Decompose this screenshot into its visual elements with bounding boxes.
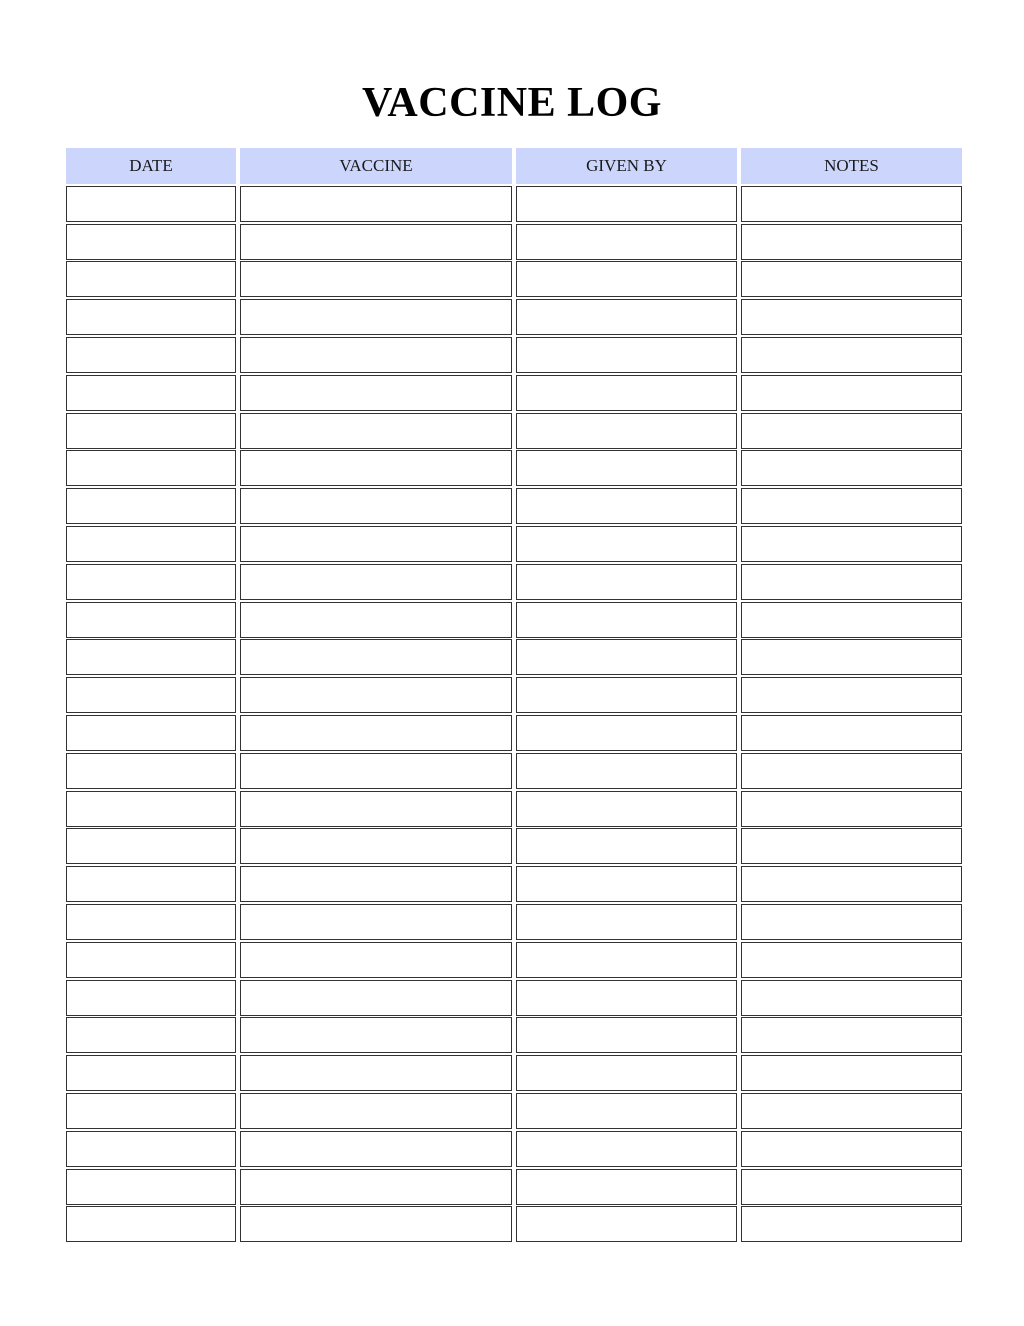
cell-notes[interactable] [741,1017,962,1053]
cell-date[interactable] [66,904,236,940]
table-row [66,639,962,675]
table-row [66,677,962,713]
table-header-row [66,148,962,184]
cell-notes[interactable] [741,1093,962,1129]
cell-notes[interactable] [741,904,962,940]
cell-given-by[interactable] [516,602,737,638]
cell-given-by[interactable] [516,639,737,675]
cell-date[interactable] [66,413,236,449]
table-row [66,1206,962,1242]
table-body [66,186,962,1243]
cell-given-by[interactable] [516,904,737,940]
cell-vaccine[interactable] [240,639,512,675]
cell-vaccine[interactable] [240,1131,512,1167]
cell-vaccine[interactable] [240,942,512,978]
cell-notes[interactable] [741,753,962,789]
table-row [66,942,962,978]
cell-given-by[interactable] [516,980,737,1016]
cell-given-by[interactable] [516,375,737,411]
cell-given-by[interactable] [516,413,737,449]
table-row [66,261,962,297]
cell-date[interactable] [66,299,236,335]
cell-vaccine[interactable] [240,224,512,260]
cell-given-by[interactable] [516,488,737,524]
table-row [66,866,962,902]
cell-notes[interactable] [741,564,962,600]
table-row [66,1131,962,1167]
cell-vaccine[interactable] [240,791,512,827]
cell-vaccine[interactable] [240,375,512,411]
cell-given-by[interactable] [516,261,737,297]
cell-vaccine[interactable] [240,450,512,486]
table-row [66,791,962,827]
table-row [66,564,962,600]
table-row [66,224,962,260]
cell-given-by[interactable] [516,224,737,260]
cell-notes[interactable] [741,866,962,902]
cell-notes[interactable] [741,602,962,638]
table-row [66,1017,962,1053]
table-row [66,1055,962,1091]
cell-date[interactable] [66,715,236,751]
cell-notes[interactable] [741,299,962,335]
vaccine-log-table [66,148,962,1242]
cell-date[interactable] [66,942,236,978]
cell-date[interactable] [66,1017,236,1053]
cell-notes[interactable] [741,639,962,675]
cell-given-by[interactable] [516,1055,737,1091]
table-row [66,1093,962,1129]
column-header-notes: NOTES [741,148,962,184]
cell-notes[interactable] [741,677,962,713]
cell-date[interactable] [66,866,236,902]
table-row [66,450,962,486]
cell-notes[interactable] [741,791,962,827]
cell-vaccine[interactable] [240,337,512,373]
cell-vaccine[interactable] [240,866,512,902]
table-row [66,753,962,789]
cell-vaccine[interactable] [240,526,512,562]
cell-notes[interactable] [741,224,962,260]
table-row [66,980,962,1016]
cell-notes[interactable] [741,186,962,222]
cell-date[interactable] [66,602,236,638]
table-row [66,299,962,335]
cell-notes[interactable] [741,1169,962,1205]
cell-date[interactable] [66,828,236,864]
cell-vaccine[interactable] [240,602,512,638]
cell-date[interactable] [66,488,236,524]
cell-vaccine[interactable] [240,828,512,864]
cell-date[interactable] [66,261,236,297]
table-row [66,602,962,638]
cell-vaccine[interactable] [240,261,512,297]
cell-given-by[interactable] [516,753,737,789]
cell-vaccine[interactable] [240,1017,512,1053]
cell-notes[interactable] [741,413,962,449]
cell-given-by[interactable] [516,1093,737,1129]
cell-vaccine[interactable] [240,1169,512,1205]
cell-date[interactable] [66,450,236,486]
cell-given-by[interactable] [516,828,737,864]
cell-date[interactable] [66,677,236,713]
cell-date[interactable] [66,791,236,827]
cell-date[interactable] [66,1206,236,1242]
cell-date[interactable] [66,1055,236,1091]
cell-notes[interactable] [741,942,962,978]
cell-vaccine[interactable] [240,677,512,713]
cell-notes[interactable] [741,337,962,373]
cell-date[interactable] [66,1169,236,1205]
cell-date[interactable] [66,224,236,260]
cell-given-by[interactable] [516,186,737,222]
cell-date[interactable] [66,639,236,675]
cell-vaccine[interactable] [240,1093,512,1129]
cell-date[interactable] [66,186,236,222]
cell-given-by[interactable] [516,526,737,562]
cell-date[interactable] [66,980,236,1016]
cell-vaccine[interactable] [240,1055,512,1091]
table-row [66,1169,962,1205]
table-row [66,337,962,373]
cell-date[interactable] [66,526,236,562]
cell-given-by[interactable] [516,1017,737,1053]
cell-vaccine[interactable] [240,186,512,222]
cell-notes[interactable] [741,1206,962,1242]
table-row [66,904,962,940]
cell-vaccine[interactable] [240,715,512,751]
cell-notes[interactable] [741,488,962,524]
cell-given-by[interactable] [516,299,737,335]
cell-vaccine[interactable] [240,564,512,600]
table-row [66,413,962,449]
cell-vaccine[interactable] [240,980,512,1016]
cell-notes[interactable] [741,980,962,1016]
table-row [66,488,962,524]
cell-given-by[interactable] [516,337,737,373]
column-header-date: DATE [66,148,236,184]
cell-notes[interactable] [741,715,962,751]
column-header-given-by: GIVEN BY [516,148,737,184]
cell-date[interactable] [66,375,236,411]
cell-notes[interactable] [741,1055,962,1091]
cell-given-by[interactable] [516,1206,737,1242]
cell-notes[interactable] [741,828,962,864]
cell-vaccine[interactable] [240,488,512,524]
cell-notes[interactable] [741,261,962,297]
cell-date[interactable] [66,564,236,600]
cell-given-by[interactable] [516,942,737,978]
cell-date[interactable] [66,1131,236,1167]
cell-date[interactable] [66,337,236,373]
table-row [66,828,962,864]
cell-date[interactable] [66,753,236,789]
cell-notes[interactable] [741,375,962,411]
cell-notes[interactable] [741,526,962,562]
cell-given-by[interactable] [516,791,737,827]
cell-given-by[interactable] [516,1131,737,1167]
cell-notes[interactable] [741,1131,962,1167]
cell-vaccine[interactable] [240,904,512,940]
cell-date[interactable] [66,1093,236,1129]
page-title: VACCINE LOG [362,80,662,126]
cell-vaccine[interactable] [240,753,512,789]
cell-given-by[interactable] [516,1169,737,1205]
cell-given-by[interactable] [516,866,737,902]
table-row [66,715,962,751]
cell-given-by[interactable] [516,450,737,486]
cell-notes[interactable] [741,450,962,486]
table-row [66,186,962,222]
cell-given-by[interactable] [516,677,737,713]
cell-vaccine[interactable] [240,299,512,335]
cell-given-by[interactable] [516,564,737,600]
table-row [66,375,962,411]
cell-vaccine[interactable] [240,413,512,449]
column-header-vaccine: VACCINE [240,148,512,184]
table-row [66,526,962,562]
cell-given-by[interactable] [516,715,737,751]
cell-vaccine[interactable] [240,1206,512,1242]
